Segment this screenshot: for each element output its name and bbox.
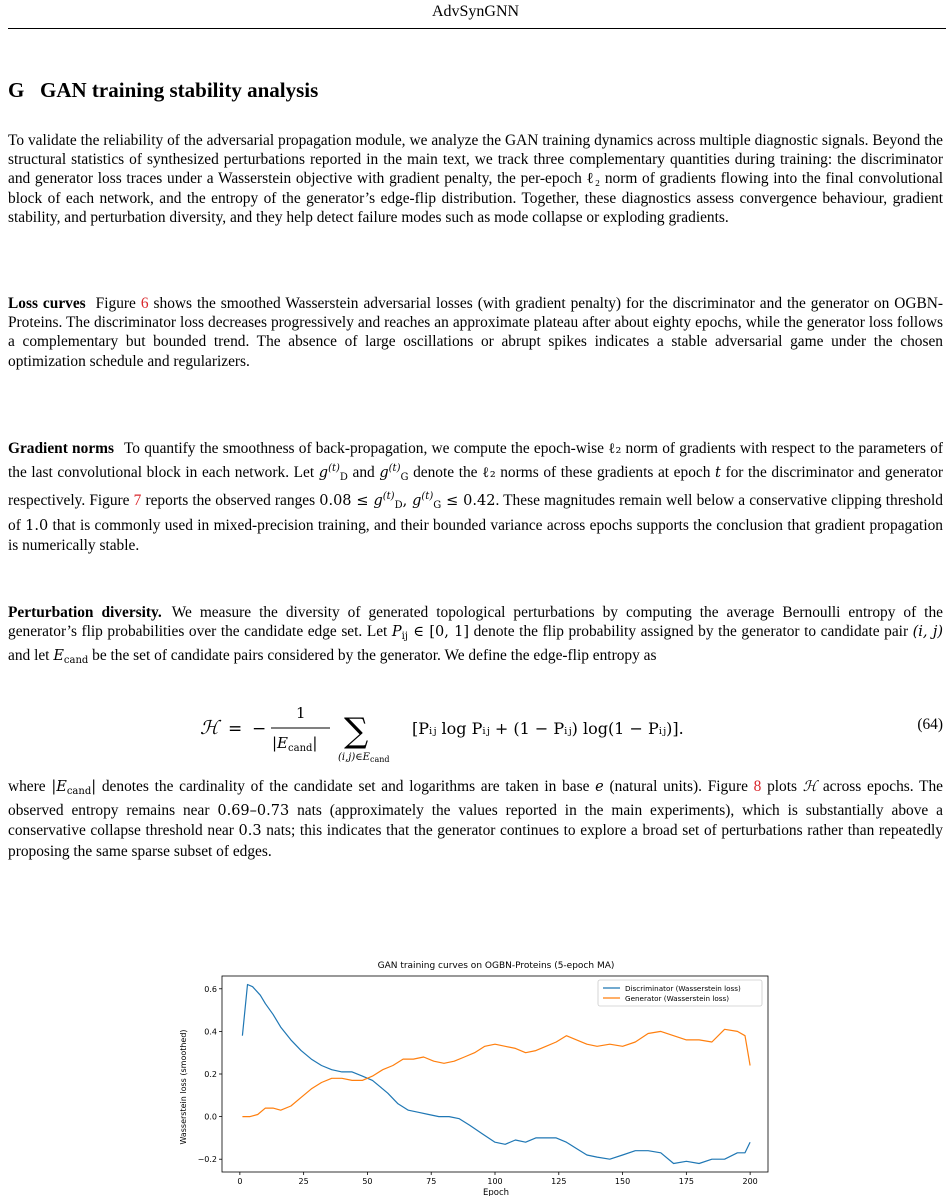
ae-text-5: across epochs. The observed entropy remains near <box>8 778 943 820</box>
eq-sum: ∑ <box>344 711 369 751</box>
P-range: ∈ [0, 1] <box>407 624 470 641</box>
collapse-threshold: 0.3 <box>238 823 262 840</box>
gn-text-4: denote the <box>408 464 483 482</box>
x-tick-label-0: 0 <box>237 1177 243 1186</box>
gn-text-6: for the discriminator and generator respectively. Figure <box>8 464 944 510</box>
loss-curves-text-2: shows the smoothed Wasserstein adversarial losses (with gradient penalty) for the discriminator and the generator on OGBN-Proteins. The discriminator loss decreases progressively and reaches an approximate plateau after about eighty epochs, while the generator loss follows a complementary but bounded trend. The absence of large oscillations or abrupt spikes indicates a stable adversarial game under the chosen optimization schedule and regularizers. <box>8 295 944 370</box>
ae-text-7: nats; this indicates that the generator continues to explore a broad set of perturbations rather than repeatedly proposing the same sparse subset of edges. <box>8 822 943 860</box>
clip-value: 1.0 <box>25 517 49 534</box>
entropy-paragraph <box>8 777 943 861</box>
loss-curves-paragraph <box>8 294 943 371</box>
ae-text-4: plots <box>761 778 803 795</box>
y-tick-label-4: 0.6 <box>204 984 217 994</box>
range-high: ≤ 0.42 <box>441 493 496 510</box>
equation-number: (64) <box>917 716 943 733</box>
gan-training-figure <box>176 950 776 1196</box>
H-symbol: ℋ <box>802 779 818 795</box>
eq-denominator: $|E_{cand}|$ <box>272 734 318 754</box>
x-tick-label-200: 200 <box>742 1177 758 1186</box>
entropy-range: 0.69–0.73 <box>217 803 290 820</box>
P-ij-symbol: $P_{ij}$ <box>391 624 408 643</box>
section-heading <box>8 76 318 104</box>
legend-label-1: Generator (Wasserstein loss) <box>625 994 730 1003</box>
t-variable: t <box>715 465 721 482</box>
y-tick-label-2: 0.2 <box>204 1070 217 1079</box>
range-low: 0.08 ≤ <box>319 493 374 510</box>
eq-equals: = <box>228 719 243 739</box>
perturbation-heading: Perturbation diversity. <box>8 604 162 621</box>
pair-symbol: (i, j) <box>912 624 944 641</box>
gn-text-1: To quantify the smoothness of back-propagation, we compute the epoch-wise <box>123 440 609 457</box>
x-tick-label-150: 150 <box>614 1177 631 1186</box>
card-symbol: $|E_{cand}|$ <box>51 779 97 797</box>
x-tick-label-175: 175 <box>678 1177 694 1186</box>
section-number: G <box>8 78 25 102</box>
series-line-generator <box>242 1029 750 1116</box>
series-lines <box>242 985 750 1164</box>
section-title: GAN training stability analysis <box>40 78 319 102</box>
ell2-symbol-2: ℓ₂ <box>482 465 496 482</box>
eq-body: [Pᵢⱼ log Pᵢⱼ + (1 − Pᵢⱼ) log(1 − Pᵢⱼ)]. <box>412 719 684 738</box>
ae-text-6: nats (approximately the values reported in the main experiments), which is substantially above a conservative collapse threshold near <box>8 802 943 840</box>
figure-8-link[interactable]: 8 <box>753 778 762 795</box>
g-G-symbol: $g^{(t)}_G$ <box>379 463 409 484</box>
gn-text-8: . These magnitudes remain well below a conservative clipping threshold of <box>8 492 944 534</box>
x-tick-label-75: 75 <box>426 1177 437 1186</box>
eq-lhs: ℋ <box>200 717 219 739</box>
legend-label-0: Discriminator (Wasserstein loss) <box>625 984 741 993</box>
eq-minus: − <box>252 719 267 739</box>
g-D-range-symbol: $g^{(t)}_D$ <box>373 491 403 512</box>
g-D-symbol: $g^{(t)}_D$ <box>318 463 348 484</box>
x-tick-label-25: 25 <box>298 1177 309 1186</box>
figure-7-link[interactable]: 7 <box>133 492 142 510</box>
gn-text-2: norm of gradients with respect to the parameters of the last convolutional block in each network. Let <box>8 440 943 482</box>
eq-sum-index: $(i,j)\in E_{cand}$ <box>338 752 390 764</box>
x-axis-label: Epoch <box>482 1188 510 1196</box>
legend <box>598 980 762 1006</box>
y-axis-label: Wasserstein loss (smoothed) <box>179 1029 188 1145</box>
loss-curves-heading: Loss curves <box>8 295 86 312</box>
pd-text-4: be the set of candidate pairs considered by the generator. We define the edge-flip entropy as <box>88 647 657 665</box>
gradient-norms-heading: Gradient norms <box>8 440 114 457</box>
loss-curves-text: Figure <box>95 295 141 312</box>
gn-text-9: that is commonly used in mixed-precision training, and their bounded variance across epochs supports the conclusion that gradient propagation is numerically stable. <box>8 516 943 554</box>
gradient-norms-paragraph: Gradient norms To quantify the smoothness of back-propagation, we compute the epoch-wise ℓ₂ norm of gradients with respect to the parameters of the last convolutional block in each network. Let $g^{(t)}_D$ and $g^{(t)}_G$ denote the ℓ₂ norms of these gradients at epoch t for the discriminator and generator respectively. Figure 7 reports the observed ranges $0.08 \le g^{(t)}_D$, $g^{(t)}_G \le 0.42$. These magnitudes remain well below a conservative clipping threshold of 1.0 that is commonly used in mixed-precision training, and their bounded variance across epochs supports the conclusion that gradient propagation is numerically stable. <box>8 440 944 554</box>
y-tick-label-0: −0.2 <box>197 1155 217 1165</box>
E-cand-symbol: $E_{cand}$ <box>53 648 89 667</box>
series-line-discriminator <box>242 985 750 1164</box>
x-tick-label-50: 50 <box>362 1177 373 1186</box>
equation-formula <box>200 692 760 764</box>
ae-text-3: (natural units). Figure <box>603 778 754 795</box>
gn-text-7: reports the observed ranges <box>141 492 320 510</box>
ell2-symbol: ℓ₂ <box>608 441 622 457</box>
pd-text-1: We measure the diversity of generated topological perturbations by computing the average Bernoulli entropy of the generator’s flip probabilities over the candidate edge set. Let <box>8 604 943 641</box>
pd-text-2: denote the flip probability assigned by the generator to candidate pair <box>469 623 913 641</box>
g-G-range-symbol: $g^{(t)}_G$ <box>412 491 442 512</box>
x-tick-label-100: 100 <box>487 1177 503 1186</box>
running-head: AdvSynGNN <box>431 3 520 20</box>
gn-text-3: and <box>347 464 380 482</box>
axis-ticks <box>198 985 758 1186</box>
perturbation-paragraph <box>8 603 943 671</box>
eq-numerator: 1 <box>296 704 306 722</box>
x-tick-label-125: 125 <box>551 1177 567 1186</box>
pd-text-3: and let <box>8 647 54 665</box>
chart-title: GAN training curves on OGBN-Proteins (5-epoch MA) <box>377 961 615 971</box>
gn-text-5: norms of these gradients at epoch <box>495 464 716 482</box>
y-tick-label-3: 0.4 <box>204 1027 217 1037</box>
ae-text-2: denotes the cardinality of the candidate set and logarithms are taken in base <box>96 778 596 795</box>
ae-text-1: where <box>8 778 52 795</box>
header-rule <box>8 28 946 29</box>
entropy-equation <box>8 692 943 764</box>
figure-6-link[interactable]: 6 <box>140 295 149 312</box>
y-tick-label-1: 0.0 <box>204 1112 217 1122</box>
gan-training-chart <box>176 950 776 1196</box>
intro-paragraph: To validate the reliability of the adversarial propagation module, we analyze the GAN training dynamics across multiple diagnostic signals. Beyond the structural statistics of synthesized perturbations reported in the main text, we track three complementary quantities during training: the discriminator and generator loss traces under a Wasserstein objective with gradient penalty, the per-epoch ℓ₂ norm of gradients flowing into the final convolutional block of each network, and the entropy of the generator’s edge-flip distribution. Together, these diagnostics assess convergence behaviour, gradient stability, and perturbation diversity, and they help detect failure modes such as mode collapse or exploding gradients. <box>8 132 943 226</box>
e-symbol: e <box>595 779 604 795</box>
